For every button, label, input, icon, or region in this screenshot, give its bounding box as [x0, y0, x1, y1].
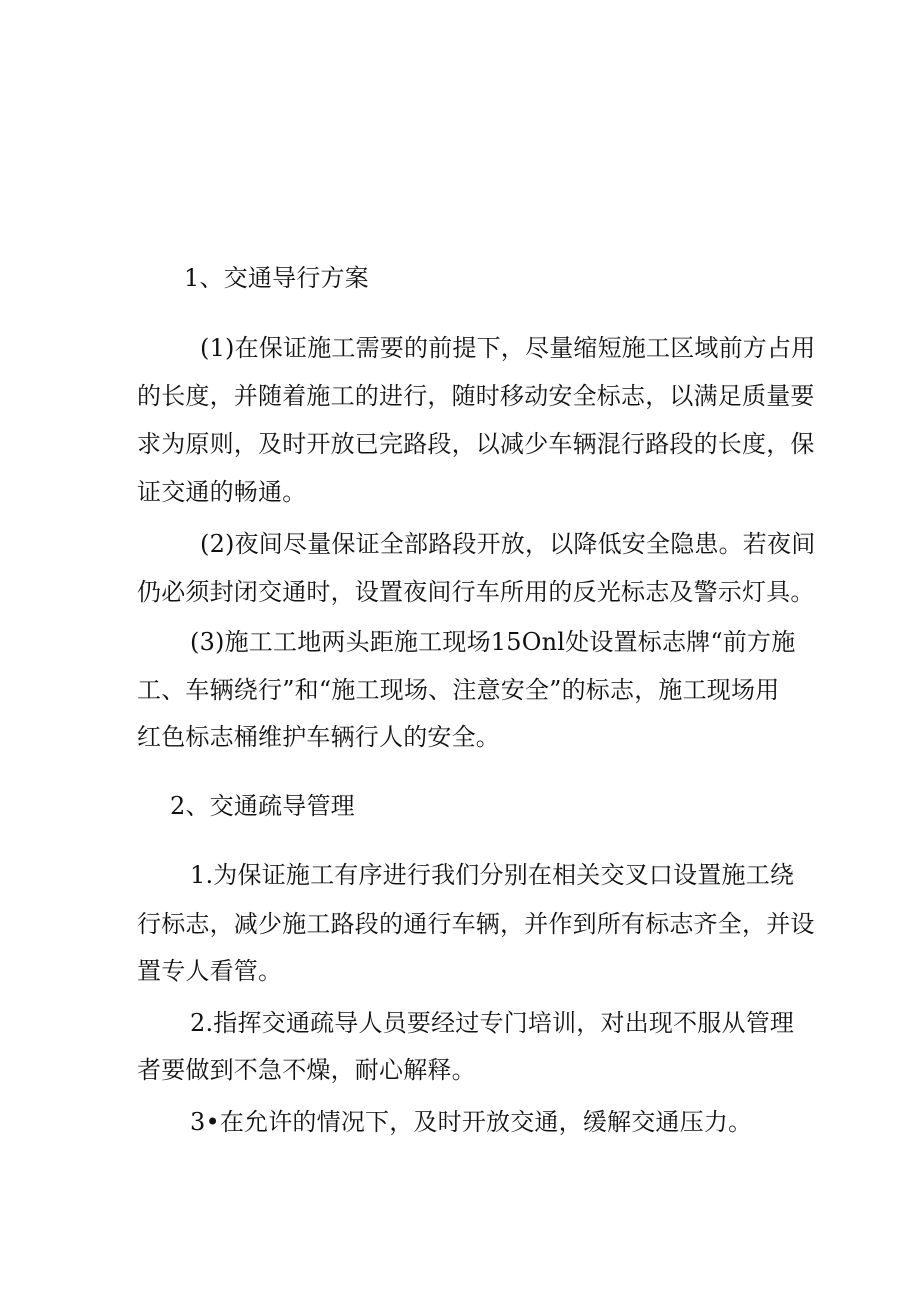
list-item-line: 者要做到不急不燥，耐心解释。 — [137, 1056, 476, 1084]
section-heading: 1、交通导行方案 — [184, 264, 369, 292]
section-heading: 2、交通疏导管理 — [170, 792, 355, 820]
paragraph-line: 红色标志桶维护车辆行人的安全。 — [137, 723, 500, 751]
paragraph-line: (2)夜间尽量保证全部路段开放，以降低安全隐患。若夜间 — [200, 530, 816, 558]
paragraph-line: 的长度，并随着施工的进行，随时移动安全标志，以满足质量要 — [137, 382, 815, 410]
paragraph-line: (1)在保证施工需要的前提下，尽量缩短施工区域前方占用 — [200, 334, 816, 362]
paragraph-line: 证交通的畅通。 — [137, 478, 307, 506]
paragraph-line: 求为原则，及时开放已完路段，以减少车辆混行路段的长度，保 — [137, 430, 815, 458]
paragraph-line: 仍必须封闭交通时，设置夜间行车所用的反光标志及警示灯具。 — [137, 578, 815, 606]
list-item-line: 1.为保证施工有序进行我们分别在相关交叉口设置施工绕 — [190, 861, 795, 889]
list-item-line: 行标志，减少施工路段的通行车辆，并作到所有标志齐全，并设 — [137, 910, 815, 938]
paragraph-line: 工、车辆绕行”和“施工现场、注意安全”的标志，施工现场用 — [137, 676, 780, 704]
list-item-line: 2.指挥交通疏导人员要经过专门培训，对出现不服从管理 — [190, 1009, 795, 1037]
list-item-line: 3•在允许的情况下，及时开放交通，缓解交通压力。 — [190, 1108, 753, 1136]
list-item-line: 置专人看管。 — [137, 957, 283, 985]
paragraph-line: (3)施工工地两头距施工现场15Onl处设置标志牌“前方施 — [190, 628, 796, 656]
